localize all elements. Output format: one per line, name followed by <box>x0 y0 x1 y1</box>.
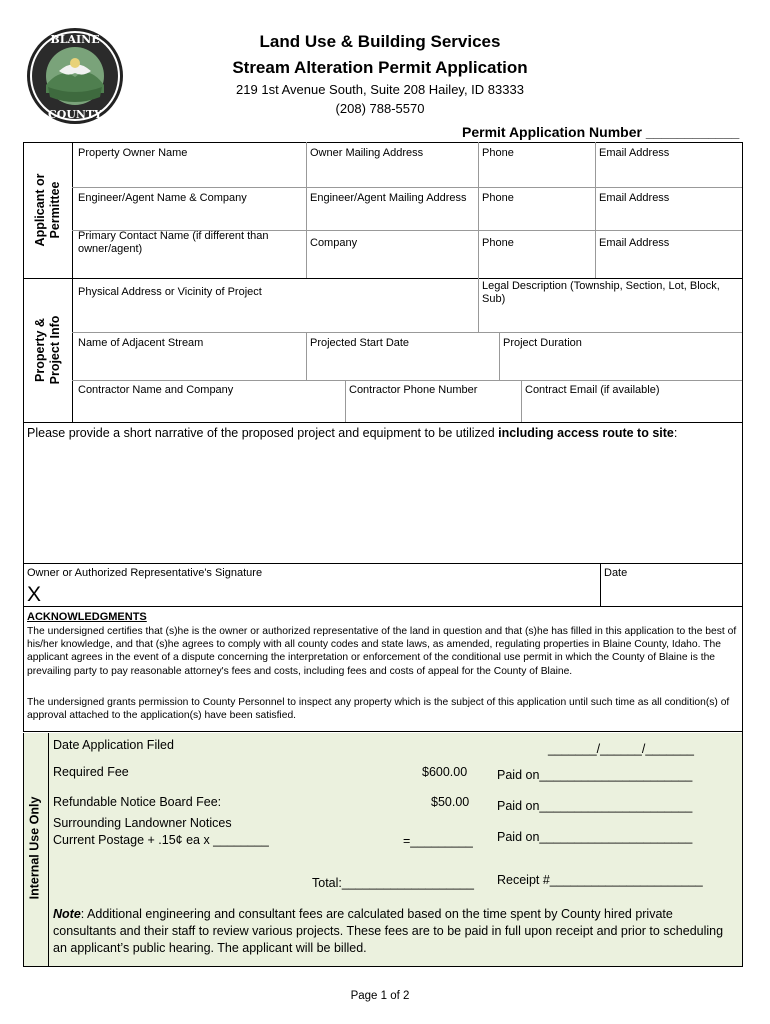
engineer-mailing-address-field[interactable]: Engineer/Agent Mailing Address <box>310 192 467 204</box>
project-duration-field[interactable]: Project Duration <box>503 337 582 349</box>
total-field[interactable]: Total:___________________ <box>312 876 474 890</box>
refundable-fee-amount: $50.00 <box>431 795 470 809</box>
contact-email-field[interactable]: Email Address <box>599 237 670 249</box>
postage-total-field[interactable]: =_________ <box>403 834 473 848</box>
fees-note: Note: Additional engineering and consultant fees are calculated based on the time spent by County hired private consultants and their staff to review various projects. These fees are to be paid in full upon receipt and prior to scheduling an applicant’s public hearing. The applicant will be billed. <box>53 907 724 955</box>
section-label-property: Property & Project Info <box>33 315 62 385</box>
svg-text:COUNTY: COUNTY <box>47 108 103 121</box>
postage-field[interactable]: Current Postage + .15¢ ea x ________ <box>53 833 269 847</box>
svg-text:BLAINE: BLAINE <box>50 33 100 46</box>
owner-mailing-address-field[interactable]: Owner Mailing Address <box>310 147 424 159</box>
refundable-fee-paid-on-field[interactable]: Paid on______________________ <box>497 799 693 813</box>
required-fee-paid-on-field[interactable]: Paid on______________________ <box>497 768 693 782</box>
refundable-fee-label: Refundable Notice Board Fee: <box>53 795 222 809</box>
primary-contact-name-field[interactable]: Primary Contact Name (if different than owner/agent) <box>78 230 269 255</box>
acknowledgments-paragraph-1: The undersigned certifies that (s)he is the owner or authorized representative of the land in question and that (s)he has filled in this application to the best of his/her knowledge, and that (s)he agrees to comply with all county codes and state laws, as amended, regulating properties in Blaine County, Idaho. The applicant agrees in the event of a dispute concerning the interpretation or enforcement of the conditional use permit in which the County of Blaine is the prevailing party to pay reasonable attorney's fees and costs, including fees and costs of appeal for the County of Blaine. <box>27 626 737 677</box>
acknowledgments-paragraph-2: The undersigned grants permission to County Personnel to inspect any property which is the subject of this application until such time as all condition(s) of approval attached to the application(s) have been satisfied. <box>27 697 730 722</box>
contractor-name-field[interactable]: Contractor Name and Company <box>78 384 234 396</box>
receipt-number-field[interactable]: Receipt #______________________ <box>497 873 703 887</box>
narrative-prompt: Please provide a short narrative of the proposed project and equipment to be utilized including access route to site: <box>27 426 678 440</box>
permit-number-field[interactable]: Permit Application Number ____________ <box>462 124 740 140</box>
form-title-line2: Stream Alteration Permit Application <box>232 58 528 77</box>
date-filed-label: Date Application Filed <box>53 738 174 752</box>
projected-start-date-field[interactable]: Projected Start Date <box>310 337 410 349</box>
contractor-email-field[interactable]: Contract Email (if available) <box>525 384 660 396</box>
narrative-input-area[interactable] <box>24 445 741 563</box>
office-address: 219 1st Avenue South, Suite 208 Hailey, ID 83333 <box>236 82 524 97</box>
signature-date-field[interactable]: Date <box>604 567 628 579</box>
signature-label: Owner or Authorized Representative's Signature <box>27 567 263 579</box>
owner-email-field[interactable]: Email Address <box>599 147 670 159</box>
form-title-line1: Land Use & Building Services <box>259 32 501 51</box>
legal-description-field[interactable]: Legal Description (Township, Section, Lot, Block, Sub) <box>482 280 720 305</box>
landowner-notices-label: Surrounding Landowner Notices <box>53 816 232 830</box>
engineer-phone-field[interactable]: Phone <box>482 192 514 204</box>
office-phone: (208) 788-5570 <box>335 101 425 116</box>
engineer-email-field[interactable]: Email Address <box>599 192 670 204</box>
required-fee-label: Required Fee <box>53 765 129 779</box>
acknowledgments-heading: ACKNOWLEDGMENTS <box>27 611 147 623</box>
engineer-agent-name-field[interactable]: Engineer/Agent Name & Company <box>78 192 247 204</box>
section-label-applicant: Applicant or Permittee <box>33 173 62 247</box>
property-owner-name-field[interactable]: Property Owner Name <box>78 147 188 159</box>
owner-phone-field[interactable]: Phone <box>482 147 514 159</box>
date-filed-field[interactable]: _______/______/_______ <box>548 742 694 756</box>
physical-address-field[interactable]: Physical Address or Vicinity of Project <box>78 286 262 298</box>
section-label-internal: Internal Use Only <box>27 796 42 900</box>
signature-field[interactable]: X <box>27 583 42 606</box>
contractor-phone-field[interactable]: Contractor Phone Number <box>349 384 478 396</box>
postage-paid-on-field[interactable]: Paid on______________________ <box>497 830 693 844</box>
company-field[interactable]: Company <box>310 237 358 249</box>
page-number: Page 1 of 2 <box>350 990 410 1002</box>
adjacent-stream-field[interactable]: Name of Adjacent Stream <box>78 337 204 349</box>
required-fee-amount: $600.00 <box>422 765 468 779</box>
contact-phone-field[interactable]: Phone <box>482 237 514 249</box>
